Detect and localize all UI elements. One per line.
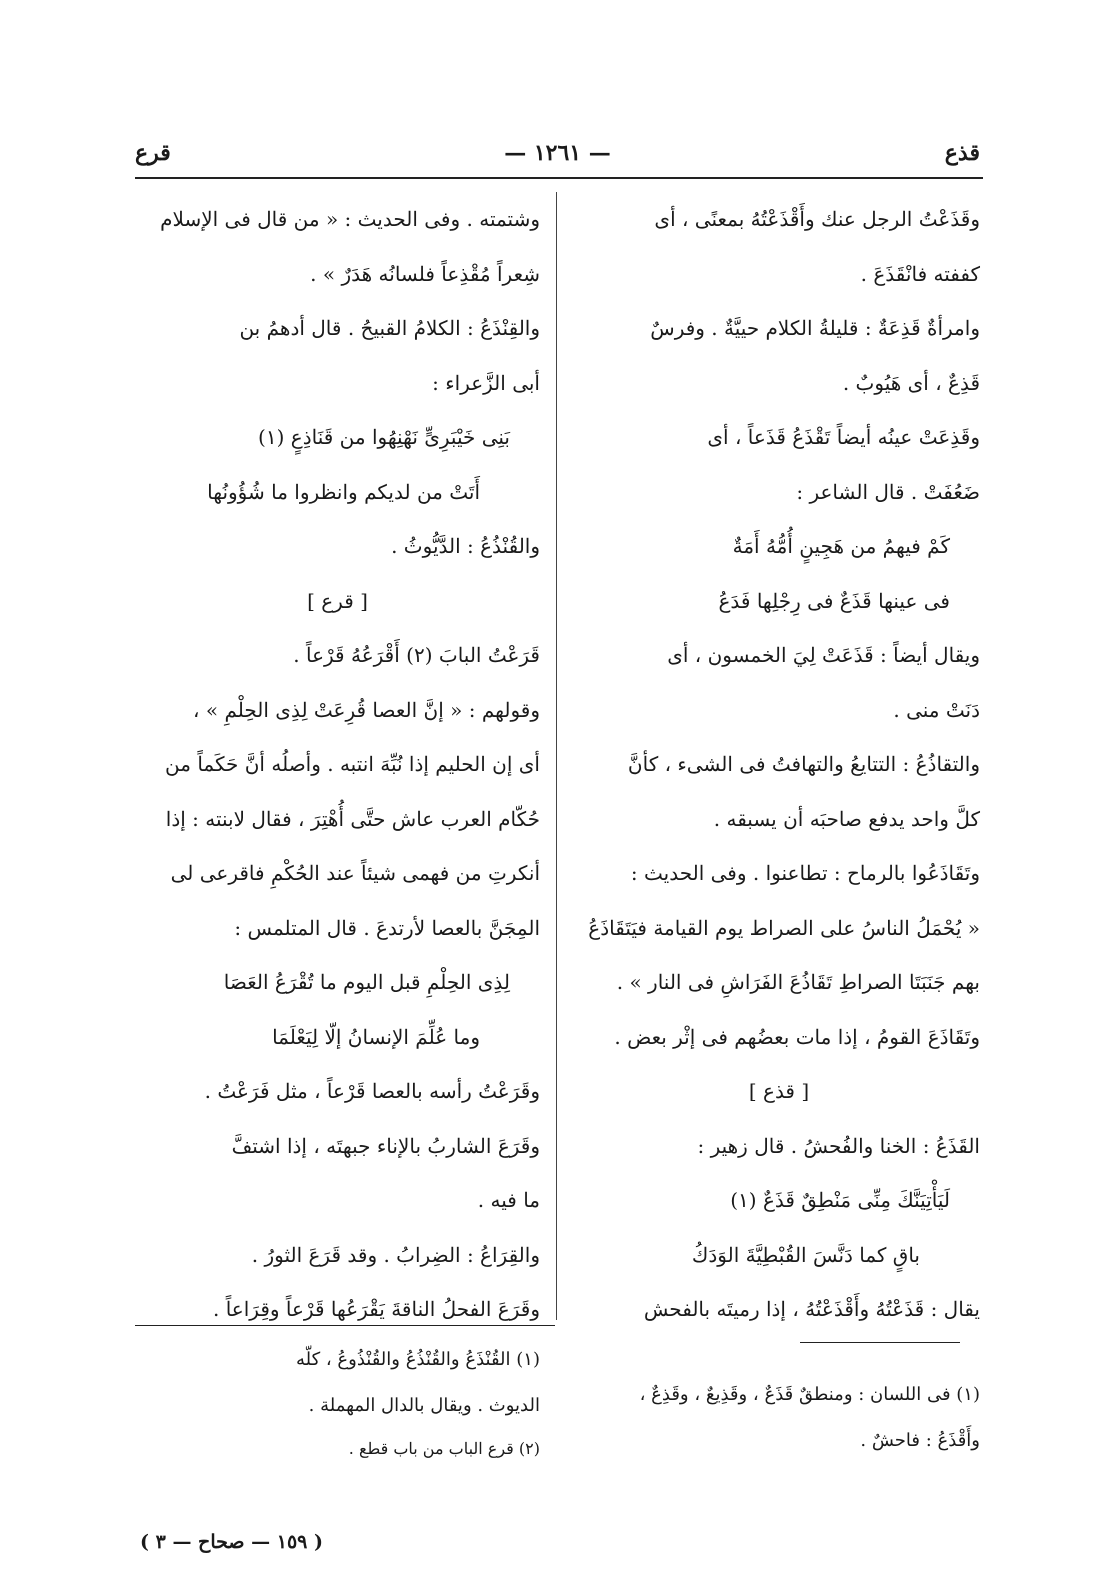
- text-line: قَذِعٌ ، أى هَيُوبٌ .: [842, 370, 980, 395]
- verse-line: أَتَتْ من لديكم وانظروا ما شُؤُونُها: [207, 479, 480, 504]
- verse-line: لَيَأْتِيَنَّكَ مِنِّى مَنْطِقٌ قَذَعٌ (١): [730, 1188, 950, 1212]
- text-line: قَرَعْتُ البابَ (٢) أَقْرَعُهُ قَرْعاً .: [293, 643, 540, 667]
- text-line: « يُحْمَلُ الناسُ على الصراط يوم القيامة فيَتَقَاذَعُ: [588, 915, 980, 940]
- text-line: شِعراً مُقْذِعاً فلسانُه هَدَرٌ » .: [310, 261, 540, 286]
- footnote-rule-left: [135, 1325, 555, 1326]
- footnotes-right: [578, 1372, 980, 1464]
- text-line: وتَقَاذَعُوا بالرماح : تطاعنوا . وفى الحديث :: [630, 861, 980, 885]
- verse-line: باقٍ كما دَنَّسَ القُبْطِيَّةَ الوَدَكُ: [691, 1242, 920, 1267]
- text-line: وقولهم : « إنَّ العصا قُرِعَتْ لِذِى الحِلْمِ » ،: [193, 697, 540, 722]
- page-header: [135, 140, 980, 176]
- text-line: وتَقَاذَعَ القومُ ، إذا مات بعضُهم فى إثْر بعض .: [614, 1024, 980, 1049]
- text-line: وقَذَعْتُ الرجل عنك وأَقْذَعْتُهُ بمعنًى ، أى: [654, 207, 980, 231]
- text-line: وشتمته . وفى الحديث : « من قال فى الإسلام: [160, 207, 540, 231]
- footnote-line: وأَقْذَعُ : فاحشٌ .: [860, 1430, 980, 1451]
- header-headword-right: قذع: [944, 140, 980, 166]
- text-line: والقُنْذُعُ : الدَّيُّوثُ .: [391, 534, 540, 558]
- footnote-rule-right: [800, 1342, 960, 1343]
- section-heading: [ قذع ]: [748, 1079, 810, 1103]
- verse-line: كَمْ فيهمُ من هَجِينٍ أُمُّهُ أَمَةٌ: [732, 534, 950, 558]
- text-line: كففته فانْقَذَعَ .: [860, 261, 980, 286]
- text-line: وقَرَعَ الشاربُ بالإناء جبهتَه ، إذا اشتفَّ: [231, 1133, 540, 1158]
- text-line: والقِنْذَعُ : الكلامُ القبيحُ . قال أدهمُ بن: [239, 316, 540, 340]
- section-heading: [ قرع ]: [307, 588, 368, 613]
- text-line: المِجَنَّ بالعصا لأرتدعَ . قال المتلمس :: [234, 915, 540, 940]
- footnote-line: الديوث . ويقال بالدال المهملة .: [308, 1395, 540, 1416]
- text-line: وقَذِعَتْ عينُه أيضاً تَقْذَعُ قَذَعاً ، أى: [707, 425, 980, 449]
- text-line: وقَرَعْتُ رأسه بالعصا قَرْعاً ، مثل فَرَعْتُ .: [204, 1079, 540, 1103]
- text-line: ويقال أيضاً : قَذَعَتْ لِيَ الخمسون ، أى: [667, 643, 980, 667]
- footnote-line: (٢) قرع الباب من باب قطع .: [348, 1439, 540, 1458]
- verse-line: فى عينها قَذَعٌ فى رِجْلِها فَدَعُ: [718, 588, 950, 613]
- right-column: [578, 192, 980, 1337]
- text-line: دَنَتْ منى .: [893, 697, 980, 722]
- text-line: أبى الزَّعراء :: [432, 370, 540, 395]
- verse-line: لِذِى الحِلْمِ قبل اليوم ما تُقْرَعُ العَصَا: [223, 970, 510, 994]
- left-column: [135, 192, 540, 1337]
- header-rule: [135, 177, 983, 179]
- text-line: والقِرَاعُ : الضِرابُ . وقد قَرَعَ الثورُ .: [251, 1242, 540, 1267]
- text-line: كلَّ واحد يدفع صاحبَه أن يسبقه .: [713, 806, 980, 831]
- text-line: القَذَعُ : الخنا والفُحشُ . قال زهير :: [697, 1133, 980, 1158]
- text-line: وقَرَعَ الفحلُ الناقةَ يَقْرَعُها قَرْعاً وقِرَاعاً .: [212, 1297, 540, 1321]
- text-line: والتقاذُعُ : التتايعُ والتهافتُ فى الشىء ، كأنَّ: [627, 752, 980, 776]
- page-number: — ١٢٦١ —: [504, 140, 611, 166]
- text-line: وامرأةٌ قَذِعَةٌ : قليلةُ الكلام حييَّةٌ . وفرسٌ: [650, 316, 980, 340]
- footnote-line: (١) القُنْذَعُ والقُنْذُعُ والقُنْذُوعُ ، كلّه: [295, 1349, 540, 1370]
- text-line: أى إن الحليم إذا نُبِّهَ انتبه . وأصلُه أنَّ حَكَماً من: [165, 752, 540, 776]
- footnote-line: (١) فى اللسان : ومنطقٌ قَذَعٌ ، وقَذِيعٌ ، وقَذِعٌ ،: [639, 1384, 980, 1405]
- verse-line: وما عُلِّمَ الإنسانُ إلّا لِيَعْلَمَا: [272, 1024, 480, 1049]
- text-line: ضَعُفَتْ . قال الشاعر :: [796, 479, 980, 504]
- printer-signature: ( ١٥٩ — صحاح — ٣ ): [140, 1531, 323, 1553]
- header-headword-left: قرع: [135, 140, 171, 166]
- text-line: أنكرتِ من فهمى شيئاً عند الحُكْمِ فاقرعى لى: [170, 861, 540, 885]
- text-line: حُكّام العرب عاش حتَّى أُهْتِرَ ، فقال لابنته : إذا: [165, 806, 540, 831]
- verse-line: بَنِى خَيْبَرِىٍّ نَهْنِهُوا من قَنَاذِعٍ (١): [258, 425, 510, 449]
- text-line: ما فيه .: [477, 1188, 540, 1212]
- text-line: يقال : قَذَعْتُهُ وأَقْذَعْتُهُ ، إذا رميتَه بالفحش: [643, 1297, 980, 1321]
- column-divider: [556, 192, 557, 1320]
- text-line: بهم جَنَبَتَا الصراطِ تَقَاذُعَ الفَرَاشِ فى النار » .: [616, 970, 980, 994]
- footnotes-left: [135, 1337, 540, 1469]
